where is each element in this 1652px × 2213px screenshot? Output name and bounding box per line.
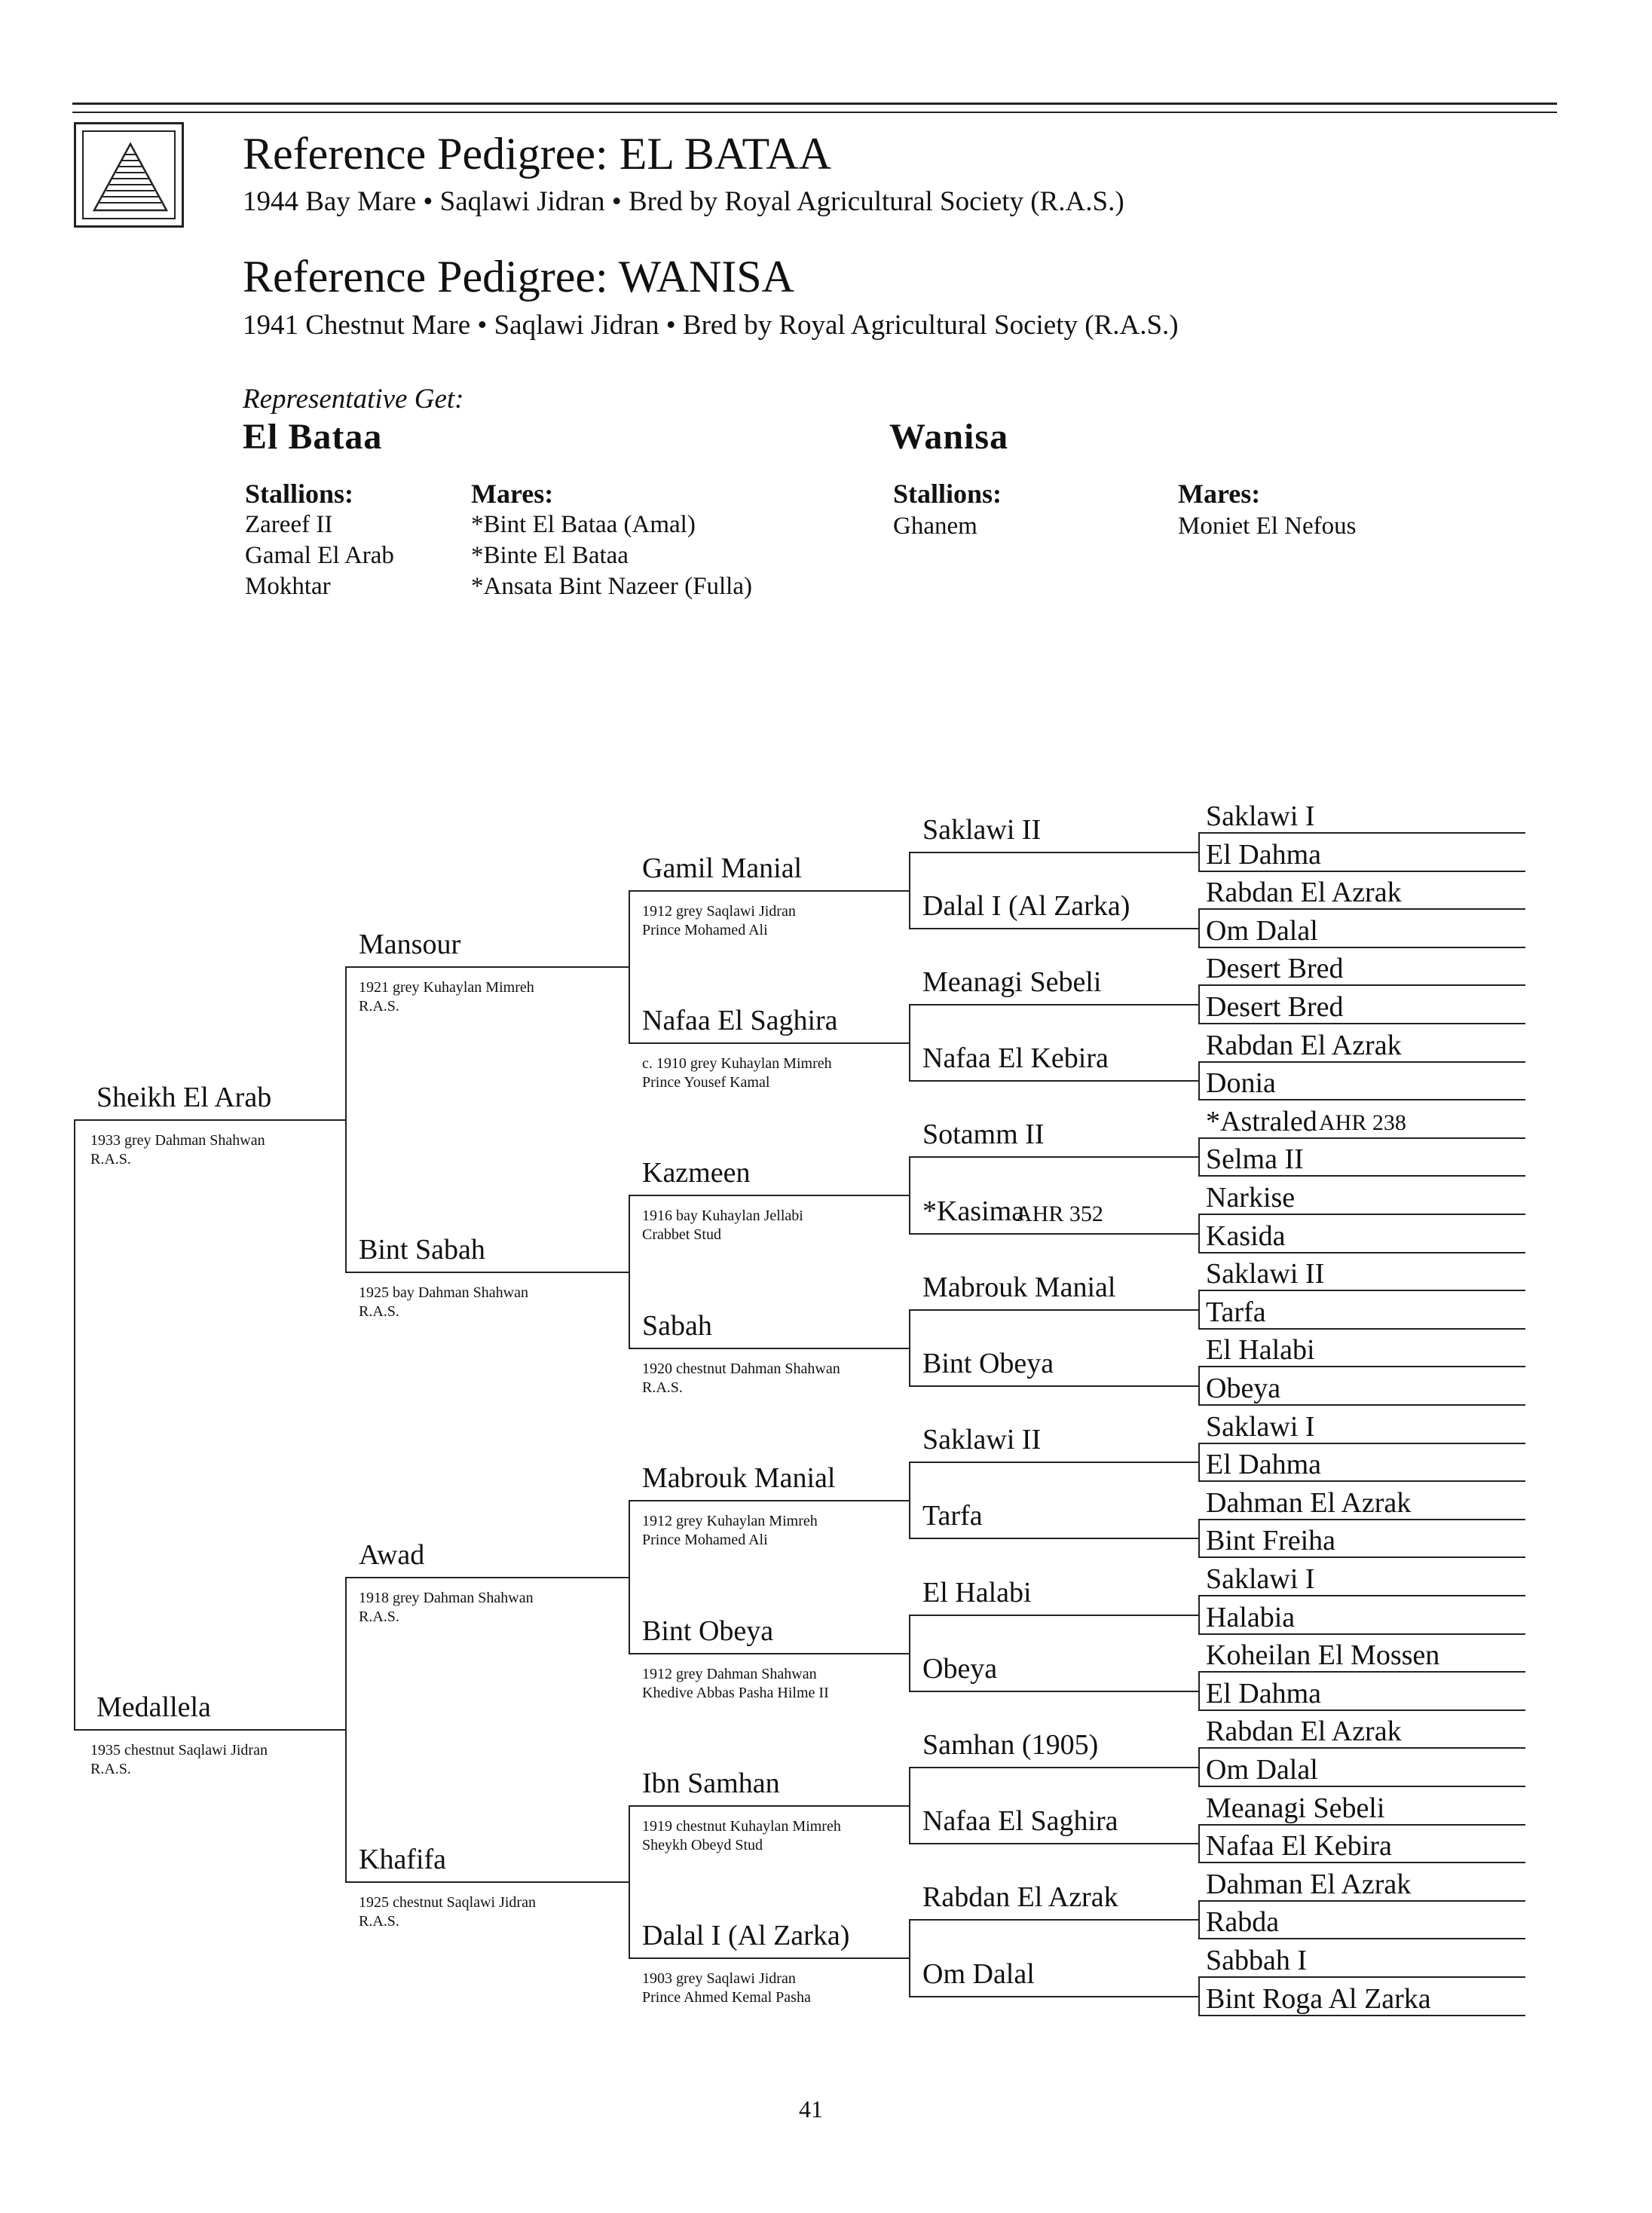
gen4-bracket: [1198, 1519, 1200, 1558]
gen5-line: [1198, 908, 1525, 910]
gen5-line: [1198, 1938, 1525, 1939]
gen5-horse-name: Saklawi I: [1206, 1563, 1315, 1595]
gen3-horse-info-line2: Khedive Abbas Pasha Hilme II: [642, 1685, 829, 1701]
gen5-horse-name: Desert Bred: [1206, 953, 1344, 984]
gen4-horse-name: Bint Obeya: [922, 1348, 1054, 1379]
gen5-line: [1198, 1328, 1525, 1330]
gen5-line: [1198, 1061, 1525, 1063]
gen2-bracket: [629, 890, 630, 1044]
gen3-horse-info-line2: Sheykh Obeyd Stud: [642, 1837, 763, 1853]
ref1-details: 1944 Bay Mare • Saqlawi Jidran • Bred by Royal Agricultural Society (R.A.S.): [243, 186, 1124, 217]
gen1-bracket: [345, 1577, 347, 1883]
gen4-line: [909, 1309, 1198, 1311]
gen5-horse-name: Rabda: [1206, 1906, 1280, 1938]
gen4-bracket: [1198, 1214, 1200, 1253]
gen5-line: [1198, 1023, 1525, 1024]
gen2-horse-info-line1: 1921 grey Kuhaylan Mimreh: [359, 979, 534, 996]
gen5-horse-name: El Halabi: [1206, 1334, 1315, 1366]
gen3-bracket: [909, 1462, 910, 1539]
wanisa-mares-label: Mares:: [1178, 479, 1261, 509]
gen5-horse-name: Rabdan El Azrak: [1206, 877, 1402, 908]
gen5-horse-name: Kasida: [1206, 1220, 1286, 1252]
gen5-line: [1198, 1556, 1525, 1558]
gen2-bracket: [629, 1805, 630, 1959]
gen4-horse-name: Om Dalal: [922, 1958, 1035, 1990]
gen4-horse-name: *Kasima: [922, 1195, 1025, 1227]
gen4-horse-name: El Halabi: [922, 1577, 1032, 1608]
gen5-horse-name: Halabia: [1206, 1602, 1296, 1633]
gen4-horse-name: Obeya: [922, 1653, 998, 1685]
gen4-horse-name: Nafaa El Saghira: [922, 1805, 1118, 1837]
gen3-horse-info-line1: 1920 chestnut Dahman Shahwan: [642, 1361, 840, 1377]
gen3-horse-info-line2: R.A.S.: [642, 1379, 683, 1396]
gen2-horse-name: Awad: [359, 1539, 425, 1571]
gen1-line: [74, 1729, 345, 1731]
gen5-line: [1198, 1443, 1525, 1444]
gen4-bracket: [1198, 1671, 1200, 1711]
gen3-horse-info-line1: 1912 grey Saqlawi Jidran: [642, 903, 796, 920]
gen5-line: [1198, 871, 1525, 872]
gen2-line: [345, 966, 629, 968]
gen5-line: [1198, 1175, 1525, 1177]
gen4-line: [909, 1767, 1198, 1768]
gen3-line: [629, 1653, 909, 1654]
gen4-line: [909, 1919, 1198, 1921]
gen5-line: [1198, 1709, 1525, 1711]
gen4-horse-name: Sotamm II: [922, 1119, 1045, 1150]
gen3-bracket: [909, 1156, 910, 1235]
gen4-bracket: [1198, 1137, 1200, 1177]
gen5-line: [1198, 1404, 1525, 1406]
gen5-line: [1198, 2015, 1525, 2016]
gen5-horse-name: Sabbah I: [1206, 1945, 1308, 1976]
gen4-bracket: [1198, 1900, 1200, 1939]
gen5-horse-name: Dahman El Azrak: [1206, 1869, 1412, 1900]
gen5-horse-name: Obeya: [1206, 1373, 1281, 1404]
gen4-bracket: [1198, 1824, 1200, 1863]
gen4-line: [909, 1156, 1198, 1158]
gen3-horse-info-line1: c. 1910 grey Kuhaylan Mimreh: [642, 1055, 832, 1072]
gen5-line: [1198, 832, 1525, 834]
gen5-line: [1198, 947, 1525, 948]
gen3-horse-info-line1: 1903 grey Saqlawi Jidran: [642, 1970, 796, 1987]
gen1-horse-info-line1: 1935 chestnut Saqlawi Jidran: [90, 1742, 268, 1758]
page-number: 41: [799, 2095, 823, 2123]
ref1-title: Reference Pedigree: EL BATAA: [243, 129, 831, 179]
gen5-horse-name: Desert Bred: [1206, 991, 1344, 1023]
gen2-horse-info-line1: 1925 bay Dahman Shahwan: [359, 1284, 528, 1301]
gen5-line: [1198, 1976, 1525, 1978]
gen2-line: [345, 1577, 629, 1578]
gen4-line: [909, 1843, 1198, 1844]
gen4-bracket: [1198, 984, 1200, 1024]
gen4-line: [909, 928, 1198, 929]
gen5-line: [1198, 1480, 1525, 1482]
gen2-horse-name: Bint Sabah: [359, 1234, 485, 1266]
list-item: *Bint El Bataa (Amal): [471, 511, 696, 538]
list-item: Zareef II: [245, 511, 333, 538]
gen4-horse-name: Rabdan El Azrak: [922, 1881, 1118, 1913]
gen2-horse-name: Khafifa: [359, 1844, 447, 1875]
gen3-horse-name: Ibn Samhan: [642, 1768, 780, 1799]
gen5-horse-name: Donia: [1206, 1067, 1276, 1099]
sire-name: Sheikh El Arab: [96, 1082, 272, 1113]
wanisa-stallions-label: Stallions:: [893, 479, 1002, 509]
gen5-line: [1198, 1786, 1525, 1787]
gen4-horse-name: Samhan (1905): [922, 1729, 1099, 1761]
gen4-bracket: [1198, 908, 1200, 948]
list-item: Ghanem: [893, 513, 977, 540]
gen3-horse-name: Mabrouk Manial: [642, 1462, 836, 1494]
gen5-line: [1198, 1252, 1525, 1253]
gen5-line: [1198, 1099, 1525, 1100]
gen3-line: [629, 1957, 909, 1959]
gen1-horse-info-line1: 1933 grey Dahman Shahwan: [90, 1132, 265, 1149]
gen3-line: [629, 1500, 909, 1501]
gen1-horse-info-line2: R.A.S.: [90, 1151, 131, 1168]
gen4-bracket: [1198, 832, 1200, 872]
gen3-line: [629, 1348, 909, 1349]
gen1-horse-info-line2: R.A.S.: [90, 1761, 131, 1777]
gen2-horse-info-line2: R.A.S.: [359, 998, 399, 1015]
gen4-bracket: [1198, 1443, 1200, 1482]
gen4-horse-name: Saklawi II: [922, 1424, 1042, 1455]
gen4-horse-name: Nafaa El Kebira: [922, 1042, 1109, 1074]
gen3-horse-info-line1: 1912 grey Kuhaylan Mimreh: [642, 1513, 818, 1529]
gen5-horse-name: Saklawi I: [1206, 800, 1315, 832]
gen5-horse-name: Saklawi I: [1206, 1411, 1315, 1443]
gen4-line: [909, 1080, 1198, 1082]
get-el-bataa-name: El Bataa: [243, 417, 383, 457]
gen3-bracket: [909, 1919, 910, 1997]
gen3-horse-name: Dalal I (Al Zarka): [642, 1920, 850, 1951]
gen5-horse-name: Bint Roga Al Zarka: [1206, 1983, 1431, 2015]
gen5-horse-name: Dahman El Azrak: [1206, 1487, 1412, 1519]
gen5-line: [1198, 1671, 1525, 1673]
gen3-horse-name: Sabah: [642, 1310, 712, 1342]
gen2-horse-info-line1: 1918 grey Dahman Shahwan: [359, 1590, 534, 1606]
gen3-horse-name: Bint Obeya: [642, 1615, 774, 1647]
list-item: *Binte El Bataa: [471, 542, 629, 569]
gen4-bracket: [1198, 1290, 1200, 1330]
dam-name: Medallela: [96, 1691, 211, 1723]
gen1-line: [74, 1119, 345, 1121]
gen3-line: [629, 1042, 909, 1044]
list-item: Gamal El Arab: [245, 542, 394, 569]
gen5-line: [1198, 1137, 1525, 1139]
registry-number: AHR 352: [1016, 1201, 1103, 1226]
gen3-horse-info-line2: Prince Yousef Kamal: [642, 1074, 770, 1091]
gen5-line: [1198, 1366, 1525, 1367]
gen3-horse-info-line2: Prince Mohamed Ali: [642, 922, 768, 938]
gen2-line: [345, 1881, 629, 1883]
gen3-bracket: [909, 852, 910, 929]
gen5-horse-name: *Astraled: [1206, 1106, 1317, 1137]
list-item: Moniet El Nefous: [1178, 513, 1357, 540]
gen5-horse-name: El Dahma: [1206, 839, 1322, 871]
gen5-horse-name: Rabdan El Azrak: [1206, 1716, 1402, 1747]
gen3-line: [629, 890, 909, 892]
gen4-horse-name: Saklawi II: [922, 814, 1042, 846]
gen5-horse-name: Narkise: [1206, 1182, 1296, 1214]
gen2-horse-info-line1: 1925 chestnut Saqlawi Jidran: [359, 1894, 536, 1911]
gen5-line: [1198, 1900, 1525, 1902]
ref2-details: 1941 Chestnut Mare • Saqlawi Jidran • Bred by Royal Agricultural Society (R.A.S.): [243, 310, 1179, 341]
gen5-horse-name: Selma II: [1206, 1143, 1304, 1175]
gen5-line: [1198, 1747, 1525, 1749]
gen5-horse-name: Nafaa El Kebira: [1206, 1830, 1392, 1862]
gen3-horse-info-line2: Prince Mohamed Ali: [642, 1532, 768, 1548]
gen2-bracket: [629, 1195, 630, 1349]
gen3-bracket: [909, 1004, 910, 1082]
gen5-line: [1198, 1214, 1525, 1215]
gen5-line: [1198, 984, 1525, 986]
gen4-bracket: [1198, 1976, 1200, 2016]
gen5-line: [1198, 1290, 1525, 1291]
ref2-title: Reference Pedigree: WANISA: [243, 252, 794, 301]
gen4-bracket: [1198, 1366, 1200, 1406]
gen3-horse-info-line2: Crabbet Stud: [642, 1226, 721, 1243]
gen5-horse-name: Meanagi Sebeli: [1206, 1792, 1385, 1824]
gen3-horse-info-line1: 1916 bay Kuhaylan Jellabi: [642, 1208, 803, 1224]
get-wanisa-name: Wanisa: [889, 417, 1009, 457]
gen3-horse-name: Gamil Manial: [642, 852, 803, 884]
gen4-line: [909, 1691, 1198, 1692]
gen3-line: [629, 1195, 909, 1196]
gen2-horse-info-line2: R.A.S.: [359, 1303, 399, 1320]
gen4-bracket: [1198, 1595, 1200, 1635]
el-bataa-stallions-label: Stallions:: [245, 479, 354, 509]
gen4-line: [909, 852, 1198, 853]
gen4-line: [909, 1233, 1198, 1235]
el-bataa-mares-label: Mares:: [471, 479, 554, 509]
gen5-line: [1198, 1633, 1525, 1635]
gen4-bracket: [1198, 1747, 1200, 1787]
gen5-horse-name: Koheilan El Mossen: [1206, 1639, 1440, 1671]
gen5-horse-name: Rabdan El Azrak: [1206, 1030, 1402, 1061]
gen5-horse-name: Bint Freiha: [1206, 1525, 1336, 1556]
gen3-horse-info-line1: 1919 chestnut Kuhaylan Mimreh: [642, 1818, 841, 1835]
gen4-horse-name: Tarfa: [922, 1500, 983, 1532]
gen5-horse-name: Om Dalal: [1206, 1754, 1318, 1786]
representative-get-label: Representative Get:: [243, 384, 464, 415]
gen2-line: [345, 1272, 629, 1273]
gen4-horse-name: Dalal I (Al Zarka): [922, 890, 1130, 922]
gen3-bracket: [909, 1309, 910, 1387]
gen2-horse-info-line2: R.A.S.: [359, 1913, 399, 1930]
gen3-bracket: [909, 1767, 910, 1844]
gen4-horse-name: Meanagi Sebeli: [922, 966, 1102, 998]
gen5-horse-name: El Dahma: [1206, 1678, 1322, 1709]
gen4-line: [909, 1004, 1198, 1005]
gen3-horse-info-line2: Prince Ahmed Kemal Pasha: [642, 1989, 811, 2006]
gen5-horse-name: Tarfa: [1206, 1296, 1266, 1328]
list-item: *Ansata Bint Nazeer (Fulla): [471, 573, 752, 600]
gen5-horse-name: El Dahma: [1206, 1449, 1322, 1480]
gen4-line: [909, 1538, 1198, 1539]
gen4-line: [909, 1996, 1198, 1997]
gen5-line: [1198, 1595, 1525, 1596]
gen5-line: [1198, 1519, 1525, 1520]
gen4-line: [909, 1615, 1198, 1616]
list-item: Mokhtar: [245, 573, 331, 600]
root-bracket: [74, 1119, 75, 1731]
gen3-horse-name: Nafaa El Saghira: [642, 1005, 838, 1036]
gen5-line: [1198, 1824, 1525, 1826]
gen5-horse-name: Saklawi II: [1206, 1258, 1325, 1290]
registry-number: AHR 238: [1319, 1110, 1406, 1135]
gen2-bracket: [629, 1500, 630, 1654]
gen2-horse-info-line2: R.A.S.: [359, 1608, 399, 1625]
gen4-line: [909, 1462, 1198, 1463]
gen4-bracket: [1198, 1061, 1200, 1100]
gen5-horse-name: Om Dalal: [1206, 915, 1318, 947]
gen5-line: [1198, 1862, 1525, 1863]
gen2-horse-name: Mansour: [359, 929, 461, 960]
gen1-bracket: [345, 966, 347, 1273]
gen3-line: [629, 1805, 909, 1807]
gen4-horse-name: Mabrouk Manial: [922, 1272, 1116, 1303]
gen3-horse-info-line1: 1912 grey Dahman Shahwan: [642, 1666, 817, 1682]
gen3-horse-name: Kazmeen: [642, 1157, 751, 1189]
gen3-bracket: [909, 1615, 910, 1692]
gen4-line: [909, 1385, 1198, 1387]
